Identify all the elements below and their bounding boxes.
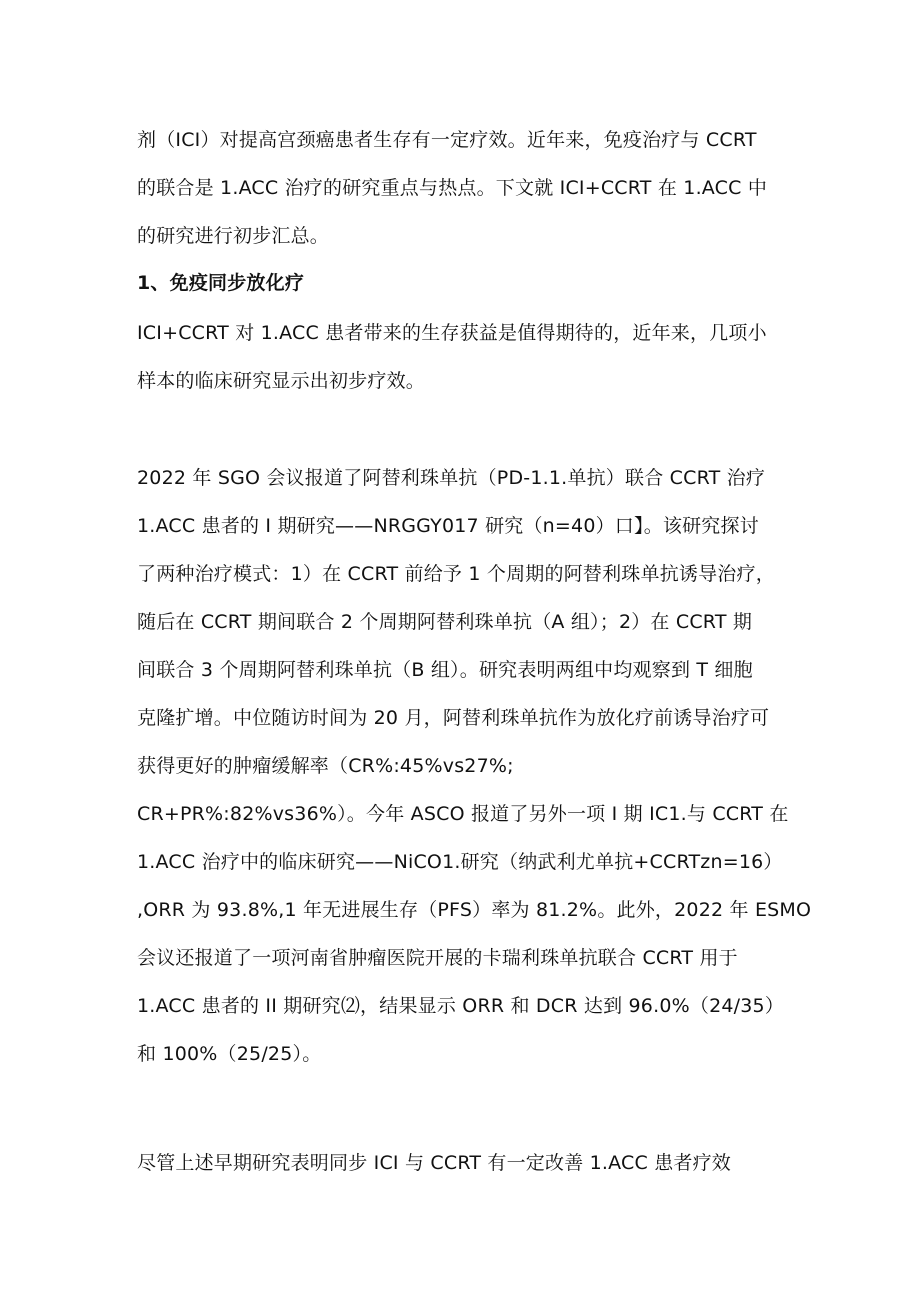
- paragraph-3-line-8: CR+PR%:82%vs36%）。今年 ASCO 报道了另外一项 I 期 IC1.与 CCRT 在: [137, 803, 789, 825]
- paragraph-2-line-2: 样本的临床研究显示出初步疗效。: [137, 370, 426, 392]
- paragraph-1-line-2: 的联合是 1.ACC 治疗的研究重点与热点。下文就 ICI+CCRT 在 1.ACC 中: [137, 177, 768, 199]
- paragraph-3-line-12: 1.ACC 患者的 II 期研究⑵，结果显示 ORR 和 DCR 达到 96.0%（24/35）: [137, 995, 785, 1017]
- paragraph-3-line-4: 随后在 CCRT 期间联合 2 个周期阿替利珠单抗（A 组）；2）在 CCRT 期: [137, 611, 753, 633]
- paragraph-2-line-1: ICI+CCRT 对 1.ACC 患者带来的生存获益是值得期待的，近年来，几项小: [137, 322, 767, 344]
- paragraph-3-line-13: 和 100%（25/25）。: [137, 1043, 322, 1065]
- paragraph-3-line-7: 获得更好的肿瘤缓解率（CR%:45%vs27%;: [137, 755, 514, 777]
- paragraph-3-line-3: 了两种治疗模式：1）在 CCRT 前给予 1 个周期的阿替利珠单抗诱导治疗，: [137, 563, 775, 585]
- paragraph-1-line-1: 剂（ICI）对提高宫颈癌患者生存有一定疗效。近年来，免疫治疗与 CCRT: [137, 129, 757, 151]
- paragraph-3-line-2: 1.ACC 患者的 I 期研究——NRGGY017 研究（n=40）口】。该研究探讨: [137, 515, 759, 537]
- paragraph-3-line-11: 会议还报道了一项河南省肿瘤医院开展的卡瑞利珠单抗联合 CCRT 用于: [137, 947, 738, 969]
- section-heading: 1、免疫同步放化疗: [137, 272, 305, 294]
- paragraph-3-line-9: 1.ACC 治疗中的临床研究——NiCO1.研究（纳武利尤单抗+CCRTzn=16）: [137, 851, 783, 873]
- paragraph-3-line-10: ,ORR 为 93.8%,1 年无进展生存（PFS）率为 81.2%。此外，2022 年 ESMO: [137, 899, 812, 921]
- paragraph-4-line-1: 尽管上述早期研究表明同步 ICI 与 CCRT 有一定改善 1.ACC 患者疗效: [137, 1152, 731, 1174]
- paragraph-3-line-5: 间联合 3 个周期阿替利珠单抗（B 组）。研究表明两组中均观察到 T 细胞: [137, 659, 753, 681]
- paragraph-3-line-1: 2022 年 SGO 会议报道了阿替利珠单抗（PD-1.1.单抗）联合 CCRT 治疗: [137, 467, 766, 489]
- paragraph-1-line-3: 的研究进行初步汇总。: [137, 225, 330, 247]
- paragraph-3-line-6: 克隆扩增。中位随访时间为 20 月，阿替利珠单抗作为放化疗前诱导治疗可: [137, 707, 770, 729]
